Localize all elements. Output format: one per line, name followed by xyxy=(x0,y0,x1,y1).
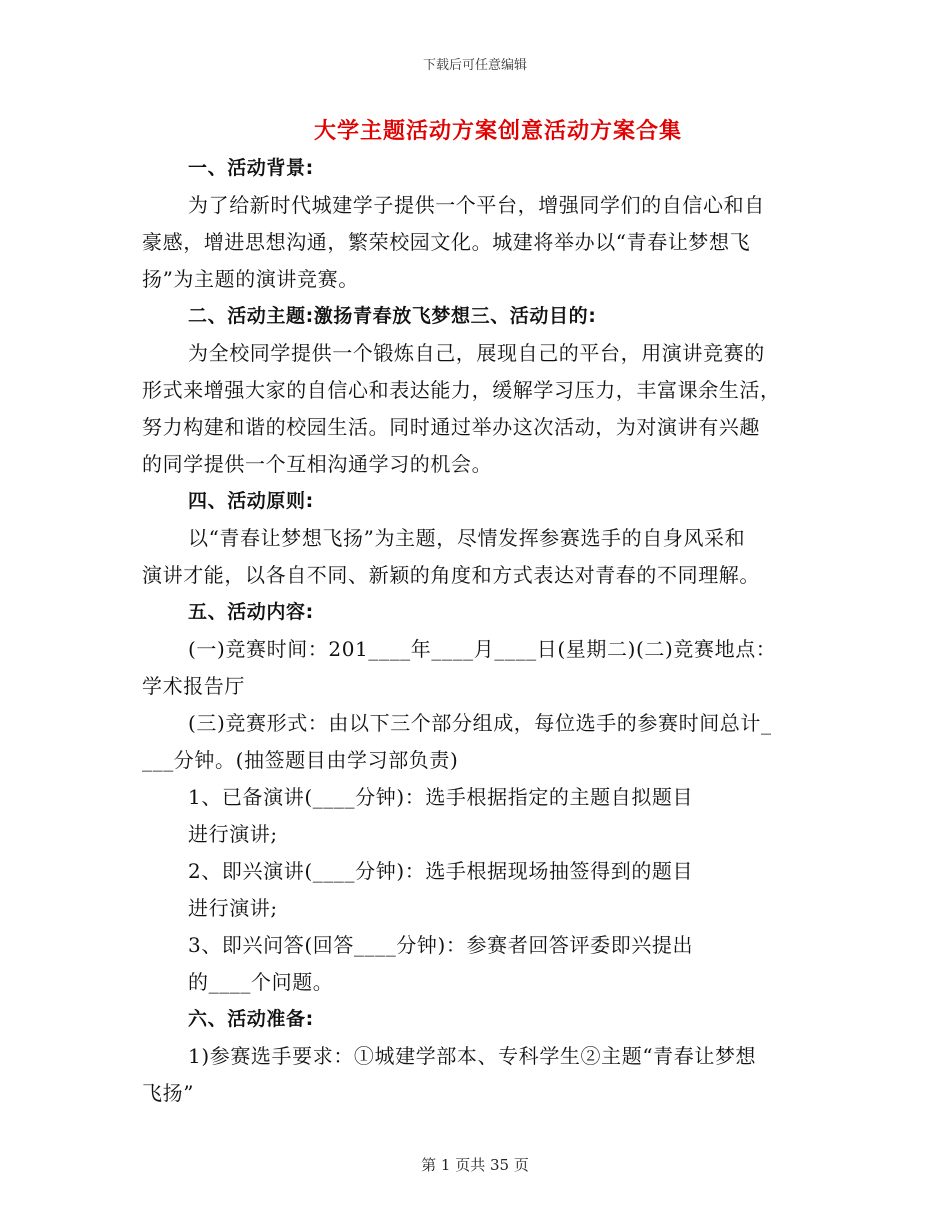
section-heading: 六、活动准备: xyxy=(188,1008,314,1030)
body-line: 进行演讲; xyxy=(188,822,278,846)
body-line: 2、即兴演讲(____分钟)：选手根据现场抽签得到的题目 xyxy=(188,859,694,883)
body-line: 形式来增强大家的自信心和表达能力，缓解学习压力，丰富课余生活， xyxy=(142,378,781,402)
body-line: (一)竞赛时间：201____年____月____日(星期二)(二)竞赛地点： xyxy=(188,637,777,661)
page-header-note: 下载后可任意编辑 xyxy=(422,58,527,73)
section-heading: 四、活动原则: xyxy=(188,490,314,512)
body-line: 扬”为主题的演讲竞赛。 xyxy=(142,267,359,291)
body-line: 进行演讲; xyxy=(188,896,278,920)
section-heading: 二、活动主题:激扬青春放飞梦想三、活动目的: xyxy=(188,305,597,327)
body-line: 飞扬” xyxy=(142,1081,195,1105)
body-line: 豪感，增进思想沟通，繁荣校园文化。城建将举办以“青春让梦想飞 xyxy=(142,230,751,254)
body-line: 努力构建和谐的校园生活。同时通过举办这次活动，为对演讲有兴趣 xyxy=(142,415,760,439)
body-line: 1、已备演讲(____分钟)：选手根据指定的主题自拟题目 xyxy=(188,785,694,809)
body-line: 1)参赛选手要求：①城建学部本、专科学生②主题“青春让梦想 xyxy=(188,1044,757,1068)
document-title: 大学主题活动方案创意活动方案合集 xyxy=(313,119,682,144)
body-line: 为了给新时代城建学子提供一个平台，增强同学们的自信心和自 xyxy=(188,193,765,217)
body-line: 为全校同学提供一个锻炼自己，展现自己的平台，用演讲竞赛的 xyxy=(188,341,765,365)
document-body xyxy=(142,150,812,1112)
body-line: 的同学提供一个互相沟通学习的机会。 xyxy=(142,452,493,476)
body-line: 以“青春让梦想飞扬”为主题，尽情发挥参赛选手的自身风采和 xyxy=(188,526,746,550)
section-heading: 五、活动内容: xyxy=(188,601,314,623)
body-line: 学术报告厅 xyxy=(142,674,245,698)
body-line: (三)竞赛形式：由以下三个部分组成，每位选手的参赛时间总计_ xyxy=(188,711,772,735)
body-line: 3、即兴问答(回答____分钟)：参赛者回答评委即兴提出 xyxy=(188,933,694,957)
body-line: 的____个问题。 xyxy=(188,970,334,994)
body-line: ___分钟。(抽签题目由学习部负责) xyxy=(142,748,459,772)
page-footer-pagination: 第 1 页共 35 页 xyxy=(421,1156,529,1174)
section-heading: 一、活动背景: xyxy=(188,157,314,179)
body-line: 演讲才能，以各自不同、新颖的角度和方式表达对青春的不同理解。 xyxy=(142,563,760,587)
